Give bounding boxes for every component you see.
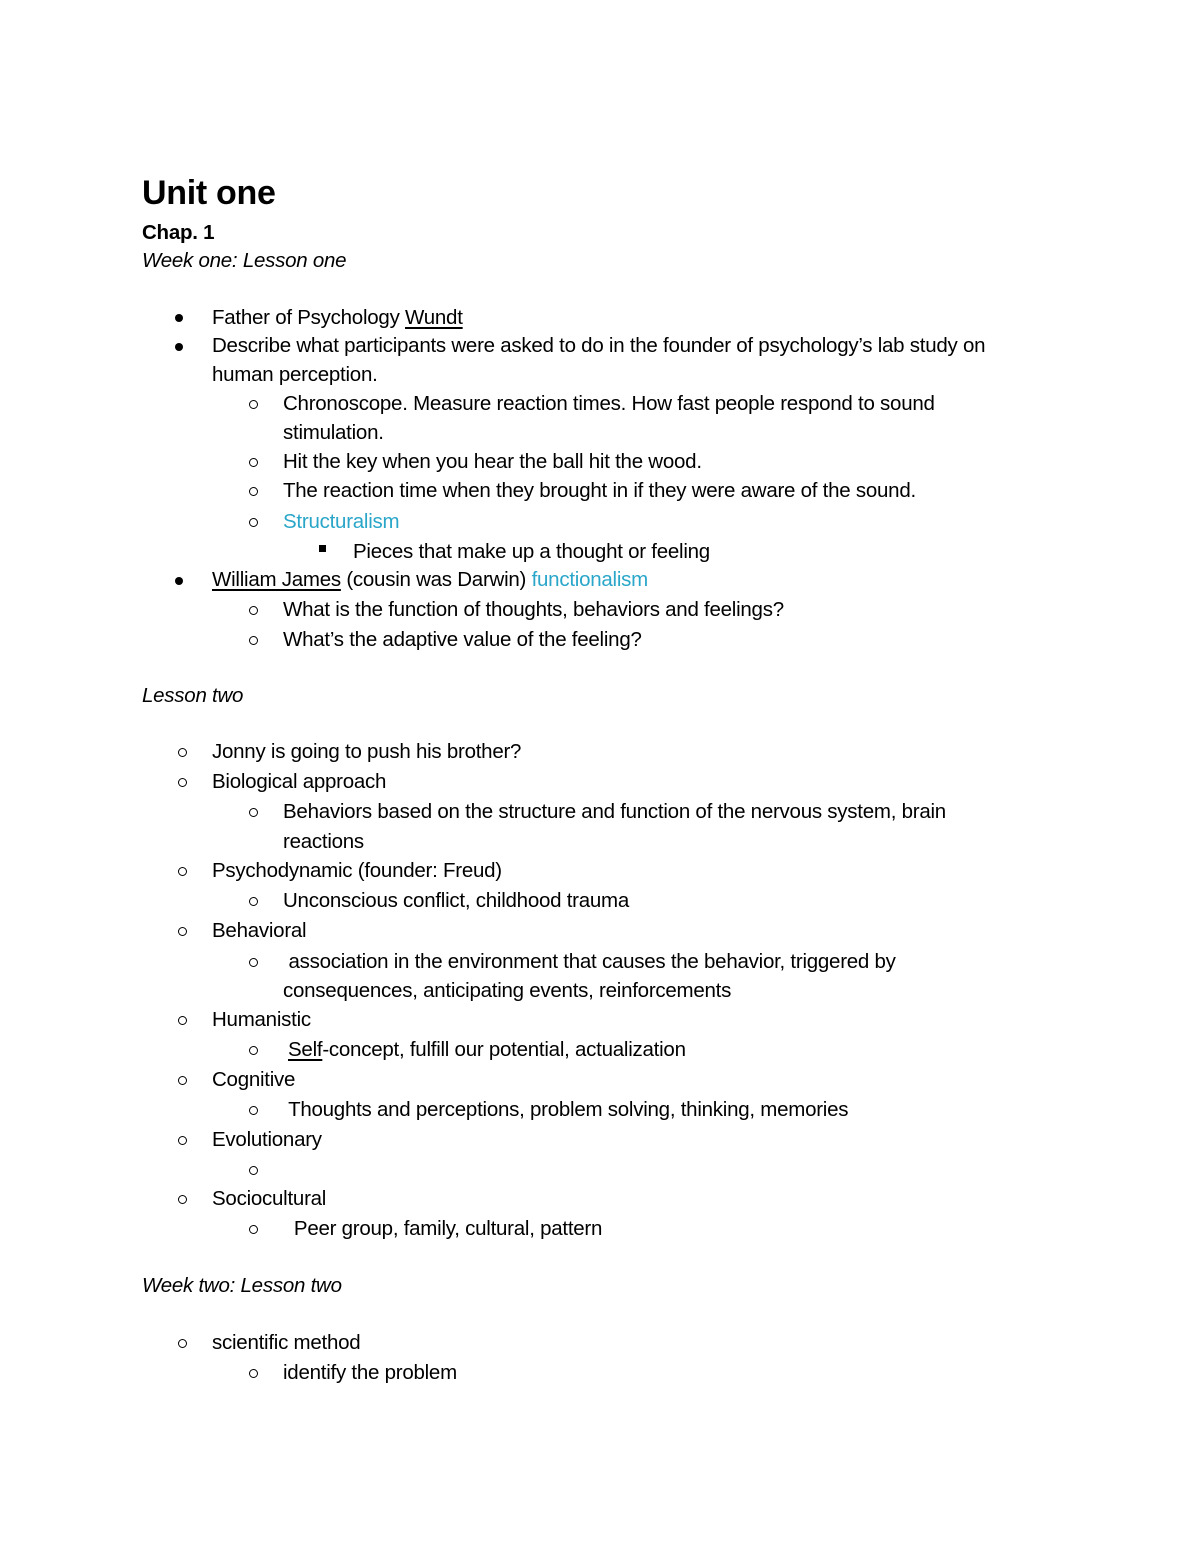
list-item: Psychodynamic (founder: Freud)	[212, 859, 502, 882]
list-item: Evolutionary	[212, 1128, 322, 1151]
chapter-heading: Chap. 1	[142, 221, 215, 244]
list-item-line: reactions	[283, 830, 364, 853]
circle-bullet-icon	[178, 1136, 187, 1145]
circle-bullet-icon	[178, 1339, 187, 1348]
list-item: Biological approach	[212, 770, 387, 793]
circle-bullet-icon	[249, 1369, 258, 1378]
circle-bullet-icon	[249, 606, 258, 615]
circle-bullet-icon	[178, 927, 187, 936]
list-item-line: consequences, anticipating events, reinforcements	[283, 979, 732, 1002]
list-item-text: Father of Psychology	[212, 306, 406, 329]
circle-bullet-icon	[178, 1076, 187, 1085]
list-item	[288, 1038, 686, 1062]
circle-bullet-icon	[178, 867, 187, 876]
bullet-icon	[175, 577, 183, 585]
lesson-two-heading: Lesson two	[142, 684, 244, 707]
list-item: scientific method	[212, 1331, 361, 1354]
self-term: Self	[288, 1038, 323, 1061]
list-item-text: (cousin was Darwin)	[340, 568, 532, 591]
list-item: What is the function of thoughts, behaviors and feelings?	[283, 598, 784, 621]
circle-bullet-icon	[249, 897, 258, 906]
circle-bullet-icon	[249, 958, 258, 967]
list-item-line: human perception.	[212, 363, 378, 386]
circle-bullet-icon	[249, 400, 258, 409]
list-item	[212, 306, 463, 330]
square-bullet-icon	[319, 545, 326, 552]
functionalism-term: functionalism	[531, 568, 648, 591]
circle-bullet-icon	[249, 518, 258, 527]
circle-bullet-icon	[249, 1166, 258, 1175]
circle-bullet-icon	[178, 748, 187, 757]
list-item: Cognitive	[212, 1068, 296, 1091]
list-item-line: association in the environment that causes the behavior, triggered by	[283, 950, 896, 973]
page-title: Unit one	[142, 174, 276, 212]
week-one-heading: Week one: Lesson one	[142, 249, 347, 272]
list-item-line: stimulation.	[283, 421, 384, 444]
list-item: The reaction time when they brought in if they were aware of the sound.	[283, 479, 916, 502]
wundt-name: Wundt	[405, 306, 463, 329]
list-item: Unconscious conflict, childhood trauma	[283, 889, 630, 912]
list-item: What’s the adaptive value of the feeling?	[283, 628, 642, 651]
bullet-icon	[175, 314, 183, 322]
circle-bullet-icon	[249, 1225, 258, 1234]
list-item: Hit the key when you hear the ball hit the wood.	[283, 450, 702, 473]
william-james-name: William James	[212, 568, 341, 591]
list-item: Pieces that make up a thought or feeling	[353, 540, 710, 563]
circle-bullet-icon	[178, 1195, 187, 1204]
list-item-text: -concept, fulfill our potential, actualization	[322, 1038, 686, 1061]
list-item-line: Describe what participants were asked to do in the founder of psychology’s lab study on	[212, 334, 986, 357]
week-two-heading: Week two: Lesson two	[142, 1274, 342, 1297]
bullet-icon	[175, 343, 183, 351]
circle-bullet-icon	[249, 1046, 258, 1055]
list-item-line: Chronoscope. Measure reaction times. How fast people respond to sound	[283, 392, 935, 415]
list-item: identify the problem	[283, 1361, 457, 1384]
list-item: Peer group, family, cultural, pattern	[283, 1217, 603, 1240]
circle-bullet-icon	[249, 808, 258, 817]
circle-bullet-icon	[249, 636, 258, 645]
list-item: Jonny is going to push his brother?	[212, 740, 522, 763]
circle-bullet-icon	[249, 1106, 258, 1115]
list-item: Behavioral	[212, 919, 307, 942]
list-item: Sociocultural	[212, 1187, 327, 1210]
circle-bullet-icon	[178, 1016, 187, 1025]
circle-bullet-icon	[249, 458, 258, 467]
list-item	[212, 568, 648, 592]
list-item: Thoughts and perceptions, problem solving, thinking, memories	[283, 1098, 849, 1121]
list-item: Humanistic	[212, 1008, 311, 1031]
structuralism-term: Structuralism	[283, 510, 400, 533]
list-item-line: Behaviors based on the structure and function of the nervous system, brain	[283, 800, 946, 823]
circle-bullet-icon	[249, 487, 258, 496]
circle-bullet-icon	[178, 778, 187, 787]
